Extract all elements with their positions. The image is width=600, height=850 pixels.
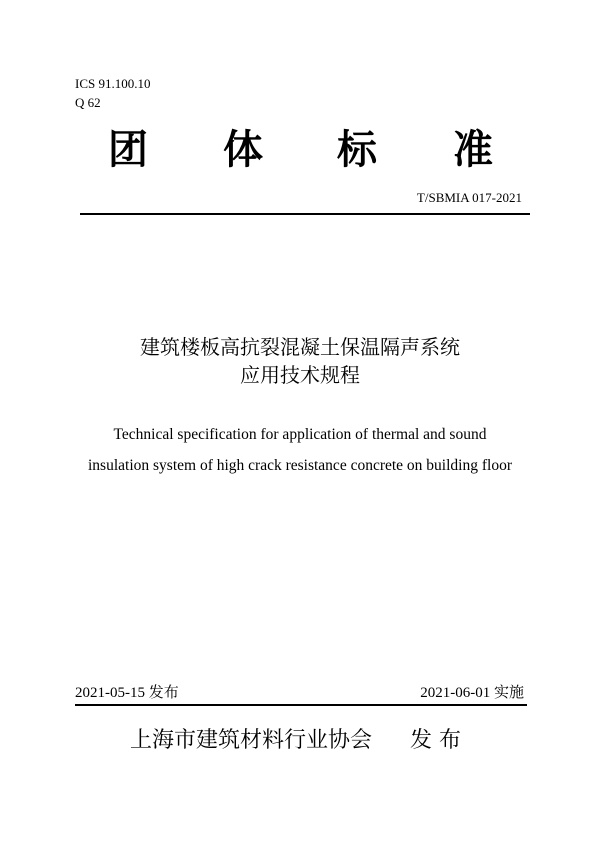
implement-date: 2021-06-01 实施 bbox=[420, 685, 524, 701]
title-en-line2: insulation system of high crack resistance concrete on building floor bbox=[88, 457, 512, 474]
standard-code: T/SBMIA 017-2021 bbox=[416, 190, 522, 205]
standard-type-char: 准 bbox=[453, 127, 493, 173]
ccs-number: Q 62 bbox=[75, 95, 101, 110]
issue-date: 2021-05-15 发布 bbox=[75, 685, 179, 701]
ics-number: ICS 91.100.10 bbox=[75, 76, 151, 91]
title-cn-line2: 应用技术规程 bbox=[240, 363, 360, 387]
bottom-divider bbox=[75, 704, 527, 706]
standard-type-char: 标 bbox=[337, 127, 377, 173]
standard-type-char: 体 bbox=[223, 127, 263, 173]
publisher-name: 上海市建筑材料行业协会 bbox=[130, 728, 373, 753]
title-cn-line1: 建筑楼板高抗裂混凝土保温隔声系统 bbox=[140, 335, 460, 359]
top-divider bbox=[80, 213, 530, 215]
title-en-line1: Technical specification for application of thermal and sound bbox=[113, 426, 487, 443]
standard-type-char: 团 bbox=[108, 127, 148, 173]
publisher-action: 发 布 bbox=[410, 728, 461, 753]
